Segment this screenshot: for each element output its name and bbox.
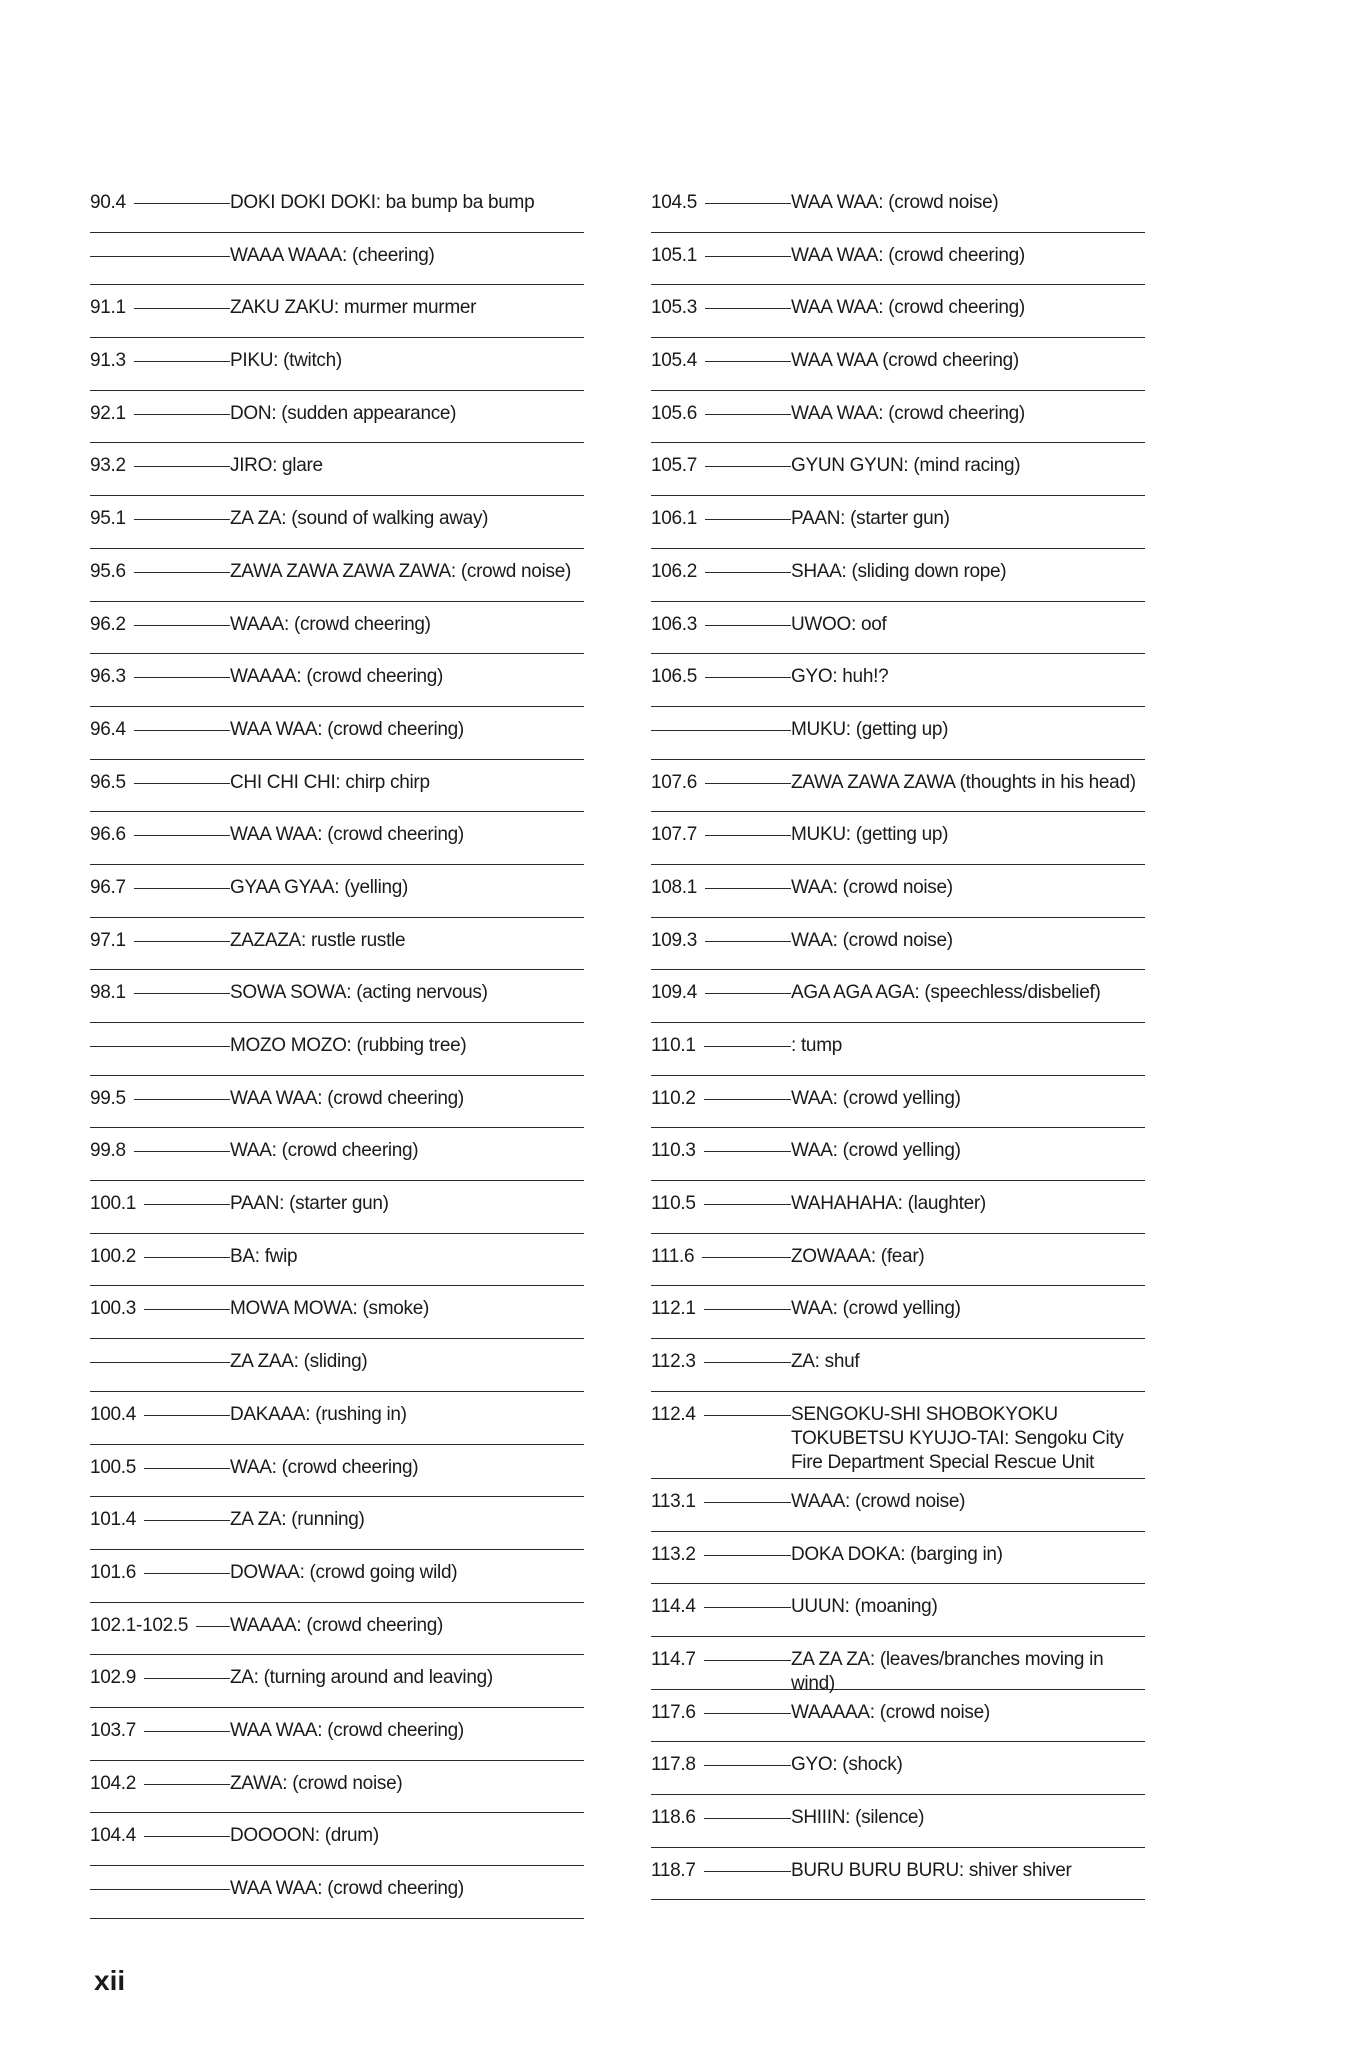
- sfx-entry: [90, 602, 584, 655]
- sfx-entry: [651, 1795, 1145, 1848]
- sfx-entry: [651, 285, 1145, 338]
- sfx-entry: [90, 760, 584, 813]
- page-panel-ref: 110.1: [651, 1034, 704, 1058]
- page-panel-ref: 91.3: [90, 349, 134, 373]
- sfx-text: MUKU: (getting up): [791, 718, 949, 740]
- page-panel-ref: 100.4: [90, 1403, 144, 1427]
- sfx-text: AGA AGA AGA: (speechless/disbelief): [791, 982, 1101, 1004]
- page-panel-ref: 112.4: [651, 1403, 704, 1427]
- sfx-entry: [651, 1742, 1145, 1795]
- page-panel-ref: 104.4: [90, 1824, 144, 1848]
- sfx-entry: [651, 970, 1145, 1023]
- sfx-text: WAA WAA: (crowd noise): [791, 192, 999, 213]
- sfx-entry: [90, 970, 584, 1023]
- page-panel-ref: 101.6: [90, 1561, 144, 1585]
- sfx-text: SHIIIN: (silence): [791, 1806, 925, 1828]
- page-panel-ref: 111.6: [651, 1245, 702, 1269]
- sfx-entry: [90, 1445, 584, 1498]
- page-panel-ref: 106.3: [651, 613, 705, 637]
- sfx-entry: [651, 1584, 1145, 1637]
- sfx-entry: [90, 812, 584, 865]
- sfx-text: WAA WAA: (crowd cheering): [230, 824, 464, 846]
- leader-line: [90, 1046, 230, 1047]
- page-panel-ref: 99.8: [90, 1139, 134, 1163]
- sfx-text: ZAKU ZAKU: murmer murmer: [230, 297, 477, 319]
- sfx-text: WAA: (crowd cheering): [230, 1140, 419, 1162]
- page-panel-ref: 114.7: [651, 1648, 704, 1672]
- leader-line: [90, 1889, 230, 1890]
- sfx-text: ZOWAAA: (fear): [791, 1245, 925, 1267]
- sfx-entry: [90, 338, 584, 391]
- sfx-entry: [651, 391, 1145, 444]
- sfx-text: SENGOKU-SHI SHOBOKYOKU TOKUBETSU KYUJO-TAI: Sengoku City Fire Department Special Rescue Unit: [791, 1403, 1124, 1473]
- sfx-text: ZAZAZA: rustle rustle: [230, 929, 406, 951]
- leader-line: [90, 256, 230, 257]
- sfx-text: GYO: (shock): [791, 1754, 903, 1776]
- sfx-entry: [90, 1234, 584, 1287]
- sfx-entry: [90, 549, 584, 602]
- sfx-text: DOKA DOKA: (barging in): [791, 1543, 1003, 1565]
- page-panel-ref: 96.7: [90, 876, 134, 900]
- page-panel-ref: 101.4: [90, 1508, 144, 1532]
- page-panel-ref: 106.2: [651, 560, 705, 584]
- sfx-entry: [90, 1181, 584, 1234]
- page-panel-ref: 107.7: [651, 823, 705, 847]
- page-panel-ref: 109.3: [651, 929, 705, 953]
- sfx-entry: [651, 812, 1145, 865]
- page-panel-ref: 102.1-102.5: [90, 1614, 196, 1638]
- sfx-text: WAA WAA (crowd cheering): [791, 350, 1019, 372]
- sfx-entry: [90, 1866, 584, 1919]
- page-panel-ref: 100.1: [90, 1192, 144, 1216]
- sfx-text: ZAWA ZAWA ZAWA ZAWA: (crowd noise): [230, 560, 571, 582]
- sfx-entry: [651, 1076, 1145, 1129]
- sfx-text: WAA WAA: (crowd cheering): [791, 244, 1025, 266]
- page-panel-ref: 113.2: [651, 1543, 704, 1567]
- page-panel-ref: 100.5: [90, 1456, 144, 1480]
- page-panel-ref: 104.2: [90, 1772, 144, 1796]
- sfx-text: ZAWA: (crowd noise): [230, 1772, 403, 1794]
- sfx-text: WAAA: (crowd noise): [791, 1490, 966, 1512]
- page-panel-ref: 117.8: [651, 1753, 704, 1777]
- sfx-text: WAA WAA: (crowd cheering): [791, 297, 1025, 319]
- sfx-text: ZA ZA ZA: (leaves/branches moving in wind): [791, 1648, 1104, 1694]
- page-number: xii: [94, 1965, 126, 1996]
- sfx-text: ZA ZA: (sound of walking away): [230, 508, 489, 530]
- sfx-entry: [90, 918, 584, 971]
- page-panel-ref: 105.6: [651, 402, 705, 426]
- page-panel-ref: 105.4: [651, 349, 705, 373]
- sfx-entry: [90, 1813, 584, 1866]
- sfx-entry: [651, 1690, 1145, 1743]
- left-column: [90, 180, 584, 1919]
- sfx-entry: [90, 1497, 584, 1550]
- sfx-text: SHAA: (sliding down rope): [791, 560, 1007, 582]
- page-panel-ref: 107.6: [651, 771, 705, 795]
- sfx-text: UUUN: (moaning): [791, 1596, 938, 1618]
- sfx-entry: [90, 1128, 584, 1181]
- page-panel-ref: 110.5: [651, 1192, 704, 1216]
- sfx-entry: [90, 1286, 584, 1339]
- sfx-entry: [651, 338, 1145, 391]
- sfx-text: WAAAAA: (crowd noise): [791, 1701, 990, 1723]
- page-panel-ref: 96.6: [90, 823, 134, 847]
- sfx-text: WAA WAA: (crowd cheering): [230, 1719, 464, 1741]
- page-panel-ref: 114.4: [651, 1595, 704, 1619]
- sfx-entry: [90, 654, 584, 707]
- page-panel-ref: 102.9: [90, 1666, 144, 1690]
- page-panel-ref: 110.3: [651, 1139, 704, 1163]
- sfx-entry: [651, 1023, 1145, 1076]
- sfx-text: MOZO MOZO: (rubbing tree): [230, 1035, 467, 1056]
- sfx-text: CHI CHI CHI: chirp chirp: [230, 771, 430, 793]
- sfx-text: DOOOON: (drum): [230, 1825, 379, 1847]
- sfx-entry: [651, 865, 1145, 918]
- sfx-text: ZA: shuf: [791, 1351, 860, 1373]
- page-panel-ref: 105.3: [651, 296, 705, 320]
- sfx-text: PAAN: (starter gun): [230, 1193, 389, 1215]
- sfx-text: WAHAHAHA: (laughter): [791, 1193, 986, 1215]
- leader-line: [90, 1362, 230, 1363]
- page-panel-ref: 118.7: [651, 1859, 704, 1883]
- page-panel-ref: 96.4: [90, 718, 134, 742]
- sfx-text: GYAA GYAA: (yelling): [230, 876, 409, 898]
- sfx-entry: [90, 391, 584, 444]
- sfx-text: ZA ZAA: (sliding): [230, 1351, 368, 1373]
- sfx-text: : tump: [791, 1035, 842, 1056]
- page-panel-ref: 109.4: [651, 981, 705, 1005]
- sfx-entry: [651, 654, 1145, 707]
- sfx-text: DOKI DOKI DOKI: ba bump ba bump: [230, 192, 535, 213]
- page-panel-ref: 106.1: [651, 507, 705, 531]
- sfx-text: MUKU: (getting up): [791, 824, 949, 846]
- sfx-entry: [90, 1708, 584, 1761]
- page-panel-ref: 112.3: [651, 1350, 704, 1374]
- page-panel-ref: 113.1: [651, 1490, 704, 1514]
- page-panel-ref: 100.2: [90, 1245, 144, 1269]
- sfx-text: WAAA: (crowd cheering): [230, 613, 431, 635]
- sfx-entry: [651, 1181, 1145, 1234]
- sfx-text: ZA ZA: (running): [230, 1509, 365, 1531]
- sfx-text: WAA WAA: (crowd cheering): [230, 1878, 464, 1899]
- sfx-text: BA: fwip: [230, 1245, 298, 1267]
- sfx-text: SOWA SOWA: (acting nervous): [230, 982, 488, 1004]
- page-panel-ref: 91.1: [90, 296, 134, 320]
- page-panel-ref: 100.3: [90, 1297, 144, 1321]
- sfx-entry: [651, 760, 1145, 813]
- sfx-entry: [651, 180, 1145, 233]
- sfx-text: DOWAA: (crowd going wild): [230, 1561, 458, 1583]
- sfx-text: WAA: (crowd noise): [791, 876, 953, 898]
- page-panel-ref: 110.2: [651, 1087, 704, 1111]
- sfx-entry: [90, 1655, 584, 1708]
- page-panel-ref: 97.1: [90, 929, 134, 953]
- sfx-text: UWOO: oof: [791, 613, 887, 635]
- sfx-text: BURU BURU BURU: shiver shiver: [791, 1859, 1072, 1881]
- page-panel-ref: 90.4: [90, 191, 134, 215]
- sfx-entry: [90, 1392, 584, 1445]
- page-panel-ref: 112.1: [651, 1297, 704, 1321]
- sfx-entry: [651, 1339, 1145, 1392]
- sfx-entry: [90, 1076, 584, 1129]
- sfx-entry: [90, 180, 584, 233]
- sfx-entry: [651, 1637, 1145, 1694]
- sfx-entry: [651, 1234, 1145, 1287]
- sfx-text: WAA WAA: (crowd cheering): [791, 402, 1025, 424]
- page-panel-ref: 108.1: [651, 876, 705, 900]
- page-panel-ref: 98.1: [90, 981, 134, 1005]
- sfx-entry: [90, 1761, 584, 1814]
- sfx-text: WAA: (crowd yelling): [791, 1298, 961, 1320]
- sfx-entry: [651, 1128, 1145, 1181]
- sfx-text: WAA: (crowd yelling): [791, 1087, 961, 1109]
- sfx-text: WAA: (crowd yelling): [791, 1140, 961, 1162]
- sfx-text: DAKAAA: (rushing in): [230, 1403, 407, 1425]
- sfx-entry: [651, 1532, 1145, 1585]
- page-panel-ref: 105.7: [651, 454, 705, 478]
- sfx-entry: [651, 1848, 1145, 1901]
- sfx-text: DON: (sudden appearance): [230, 402, 457, 424]
- sfx-text: ZA: (turning around and leaving): [230, 1667, 493, 1689]
- page-panel-ref: 106.5: [651, 665, 705, 689]
- sfx-text: JIRO: glare: [230, 455, 323, 477]
- leader-line: [651, 730, 791, 731]
- sfx-text: PIKU: (twitch): [230, 350, 342, 372]
- sfx-entry: [90, 865, 584, 918]
- sfx-entry: [651, 602, 1145, 655]
- sfx-entry: [651, 1479, 1145, 1532]
- page-panel-ref: 105.1: [651, 244, 705, 268]
- page-panel-ref: 96.3: [90, 665, 134, 689]
- sfx-text: WAAAA: (crowd cheering): [230, 666, 444, 688]
- sfx-text: WAAA WAAA: (cheering): [230, 244, 435, 266]
- sfx-text: GYUN GYUN: (mind racing): [791, 455, 1021, 477]
- page-panel-ref: 95.1: [90, 507, 134, 531]
- sfx-text: GYO: huh!?: [791, 666, 889, 688]
- sfx-text: WAA WAA: (crowd cheering): [230, 1087, 464, 1109]
- page-panel-ref: 96.5: [90, 771, 134, 795]
- sfx-entry: [90, 1339, 584, 1392]
- sfx-entry: [651, 707, 1145, 760]
- sfx-entry: [90, 285, 584, 338]
- page-panel-ref: 99.5: [90, 1087, 134, 1111]
- sfx-text: PAAN: (starter gun): [791, 508, 950, 530]
- page-panel-ref: 117.6: [651, 1701, 704, 1725]
- sfx-entry: [651, 233, 1145, 286]
- page-panel-ref: 118.6: [651, 1806, 704, 1830]
- sfx-entry: [90, 1023, 584, 1076]
- sfx-entry: [90, 707, 584, 760]
- sfx-entry: [90, 1550, 584, 1603]
- sfx-entry: [90, 1603, 584, 1656]
- sfx-entry: [651, 918, 1145, 971]
- sfx-entry: [651, 549, 1145, 602]
- page-panel-ref: 93.2: [90, 454, 134, 478]
- sfx-text: WAA: (crowd cheering): [230, 1456, 419, 1478]
- sfx-text: MOWA MOWA: (smoke): [230, 1298, 430, 1320]
- sfx-entry: [651, 1286, 1145, 1339]
- sfx-entry: [651, 1392, 1145, 1479]
- sfx-entry: [90, 496, 584, 549]
- sfx-text: WAA: (crowd noise): [791, 929, 953, 951]
- sfx-text: WAAAA: (crowd cheering): [230, 1614, 444, 1636]
- sfx-entry: [90, 443, 584, 496]
- page-panel-ref: 103.7: [90, 1719, 144, 1743]
- page-panel-ref: 95.6: [90, 560, 134, 584]
- sfx-text: WAA WAA: (crowd cheering): [230, 718, 464, 740]
- page-panel-ref: 96.2: [90, 613, 134, 637]
- sfx-entry: [651, 496, 1145, 549]
- sfx-entry: [90, 233, 584, 286]
- page-panel-ref: 104.5: [651, 191, 705, 215]
- sfx-text: ZAWA ZAWA ZAWA (thoughts in his head): [791, 771, 1136, 793]
- page-panel-ref: 92.1: [90, 402, 134, 426]
- right-column: [651, 180, 1145, 1900]
- sfx-entry: [651, 443, 1145, 496]
